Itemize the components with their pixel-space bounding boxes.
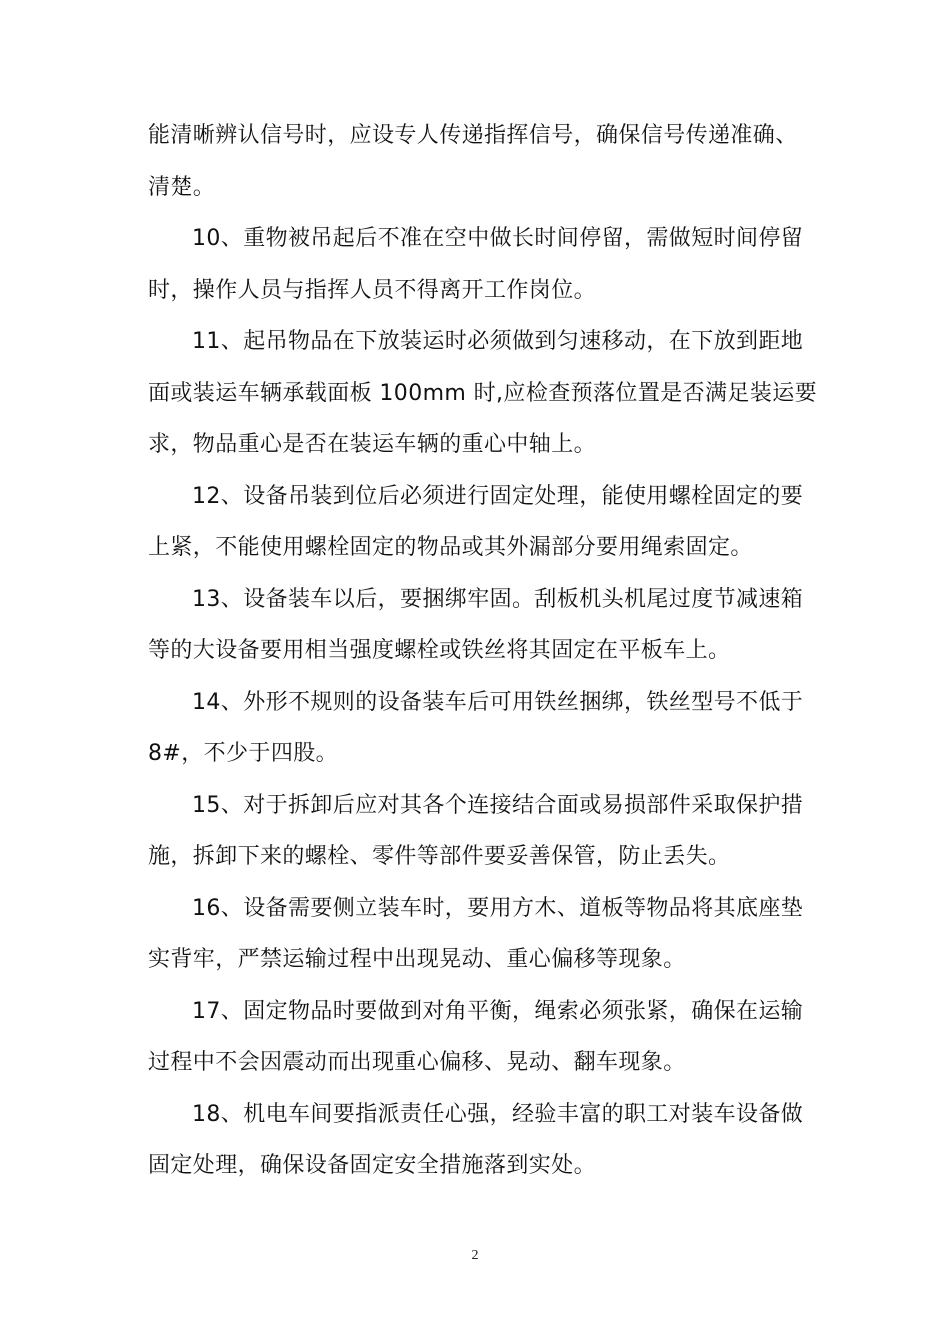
text-line: 8#，不少于四股。 [148, 741, 339, 766]
paragraph-start-line: 14、外形不规则的设备装车后可用铁丝捆绑，铁丝型号不低于 [192, 689, 804, 715]
page-number: 2 [471, 1248, 479, 1263]
text-line: 能清晰辨认信号时，应设专人传递指挥信号，确保信号传递准确、 [148, 123, 798, 148]
paragraph-start-line: 13、设备装车以后，要捆绑牢固。刮板机头机尾过度节减速箱 [192, 586, 804, 612]
text-line: 实背牢，严禁运输过程中出现晃动、重心偏移等现象。 [148, 947, 686, 972]
text-line: 等的大设备要用相当强度螺栓或铁丝将其固定在平板车上。 [148, 638, 731, 663]
paragraph-start-line: 15、对于拆卸后应对其各个连接结合面或易损部件采取保护措 [192, 792, 804, 818]
paragraph-start-line: 17、固定物品时要做到对角平衡，绳索必须张紧，确保在运输 [192, 998, 804, 1024]
paragraph-start-line: 11、起吊物品在下放装运时必须做到匀速移动，在下放到距地 [192, 329, 804, 354]
text-line: 清楚。 [148, 174, 216, 200]
text-line: 求，物品重心是否在装运车辆的重心中轴上。 [148, 432, 597, 457]
paragraph-start-line: 10、重物被吊起后不准在空中做长时间停留，需做短时间停留 [192, 226, 804, 251]
document-body [148, 110, 818, 1192]
paragraph-start-line: 12、设备吊装到位后必须进行固定处理，能使用螺栓固定的要 [192, 483, 804, 509]
paragraph-start-line: 16、设备需要侧立装车时，要用方木、道板等物品将其底座垫 [192, 895, 804, 921]
text-line: 时，操作人员与指挥人员不得离开工作岗位。 [148, 277, 597, 303]
text-line: 固定处理，确保设备固定安全措施落到实处。 [148, 1153, 597, 1178]
text-line: 面或装运车辆承载面板 100mm 时,应检查预落位置是否满足装运要 [148, 380, 818, 406]
text-line: 施，拆卸下来的螺栓、零件等部件要妥善保管，防止丢失。 [148, 844, 731, 869]
text-line: 过程中不会因震动而出现重心偏移、晃动、翻车现象。 [148, 1050, 686, 1075]
paragraph-start-line: 18、机电车间要指派责任心强，经验丰富的职工对装车设备做 [192, 1101, 804, 1127]
text-line: 上紧，不能使用螺栓固定的物品或其外漏部分要用绳索固定。 [148, 535, 753, 560]
